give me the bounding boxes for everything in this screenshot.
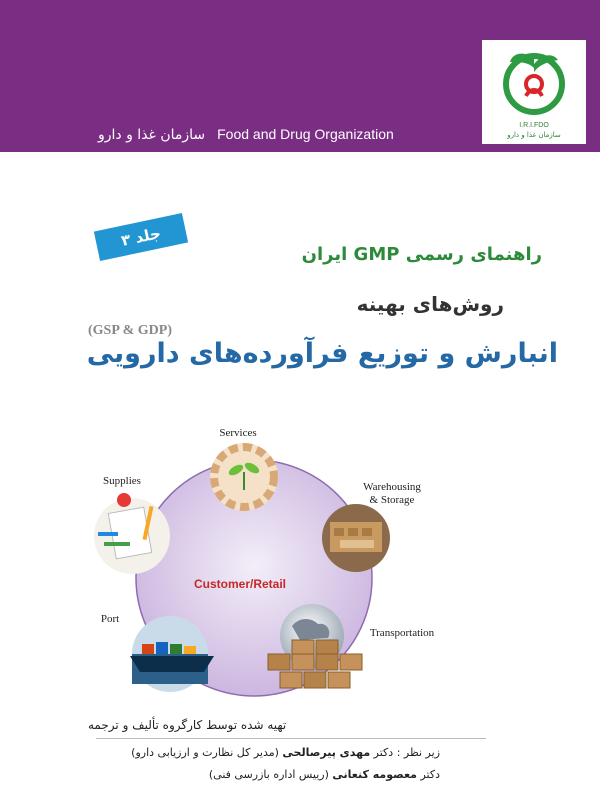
main-title: انبارش و توزیع فرآورده‌های دارویی [86,338,558,369]
port-label: Port [100,613,120,625]
logo-caption-fa: سازمان غذا و دارو [507,131,561,139]
prepared-by: تهیه شده توسط کارگروه تألیف و ترجمه [88,718,287,732]
supervised-by-label: زیر نظر : [396,746,440,759]
customer-retail-label: Customer/Retail [193,577,287,591]
supply-chain-diagram [0,410,600,710]
supervisor-2-role: (رییس اداره بازرسی فنی) [208,768,329,781]
credits-divider [96,738,486,739]
warehousing-label: Warehousing [363,481,421,493]
org-name-fa: سازمان غذا و دارو [98,127,206,143]
org-name-en: Food and Drug Organization [217,126,394,142]
logo-caption-en: I.R.I.FDO [519,122,549,129]
gsp-gdp-label: (GSP & GDP) [88,323,172,338]
practice-title: روش‌های بهینه [356,292,504,316]
supervisor-line-1 [96,746,440,759]
supervisor-1-title: دکتر [373,746,394,759]
supervisor-line-2 [96,768,440,781]
supervisor-1-name: مهدی پیرصالحی [282,746,371,759]
storage-label: & Storage [369,494,415,506]
organization-line [98,126,394,143]
supervisor-2-title: دکتر [420,768,440,781]
supervisor-2-name: معصومه کنعانی [332,768,417,781]
services-image [210,443,278,511]
services-label: Services [219,427,257,439]
gmp-series-title: راهنمای رسمی GMP ایران [301,244,542,265]
supplies-label: Supplies [103,475,141,487]
supplies-image [94,493,170,574]
transportation-label: Transportation [369,627,435,639]
warehouse-image [322,504,390,572]
volume-tag: جلد ۳ [94,213,188,261]
supervisor-1-role: (مدیر کل نظارت و ارزیابی دارو) [131,746,279,759]
fdo-logo [482,40,586,144]
